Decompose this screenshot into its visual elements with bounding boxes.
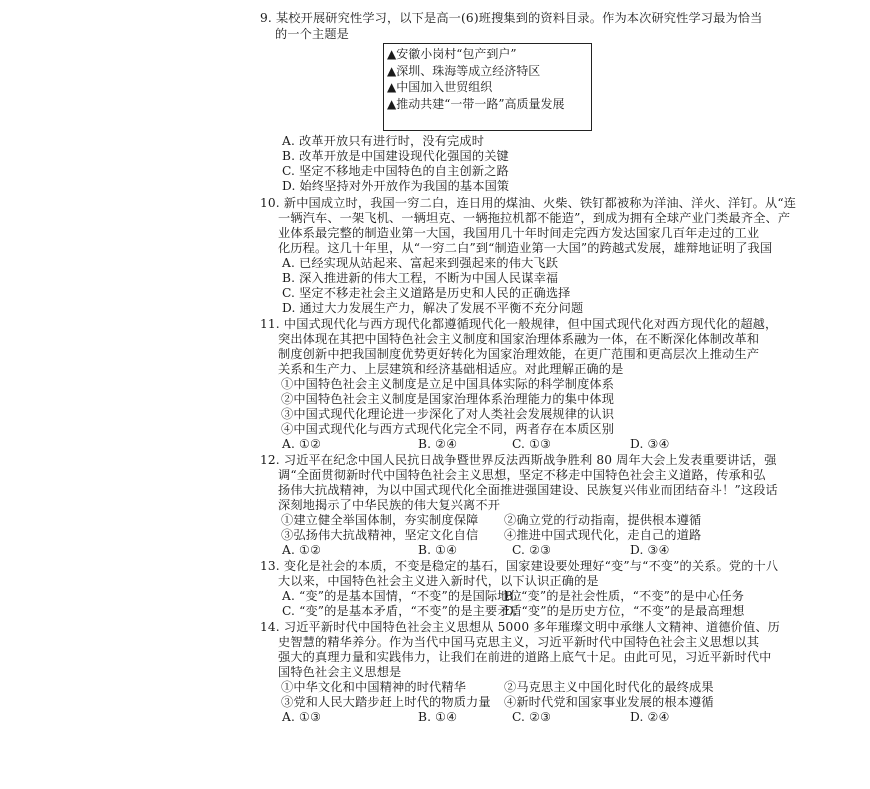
q13-option-d: D. “变”的是历史方位，“不变”的是最高理想	[504, 604, 745, 618]
q13-option-c: C. “变”的是基本矛盾，“不变”的是主要矛盾	[282, 604, 523, 618]
q11-choice-b: B. ②④	[418, 437, 458, 451]
q12-item: ②确立党的行动指南，提供根本遵循	[504, 513, 702, 527]
q12-choice-a: A. ①②	[282, 543, 322, 557]
q14-choices	[282, 710, 702, 725]
q12-item: ④推进中国式现代化，走自己的道路	[504, 528, 702, 542]
q13-option-a: A. “变”的是基本国情，“不变”的是国际地位	[282, 589, 522, 603]
q11-choice-c: C. ①③	[512, 437, 552, 451]
q14-stem-line: 强大的真理力量和实践伟力，让我们在前进的道路上底气十足。由此可见，习近平新时代中	[278, 650, 772, 664]
q9-option-b: B. 改革开放是中国建设现代化强国的关键	[282, 149, 509, 163]
q11-stem-line: 制度创新中把我国制度优势更好转化为国家治理效能，在更广范围和更高层次上推动生产	[278, 347, 760, 361]
q11-choice-d: D. ③④	[630, 437, 670, 451]
q10-option-a: A. 已经实现从站起来、富起来到强起来的伟大飞跃	[282, 256, 559, 270]
q12-stem-line: 扬伟大抗战精神，为以中国式现代化全面推进强国建设、民族复兴伟业而团结奋斗！”这段话	[278, 483, 778, 497]
q10-stem-line: 化历程。这几十年里，从“一穷二白”到“制造业第一大国”的跨越式发展，雄辩地证明了我国	[278, 241, 773, 255]
q12-choices	[282, 543, 702, 558]
q9-box-item: ▲深圳、珠海等成立经济特区	[387, 63, 541, 78]
q11-choice-a: A. ①②	[282, 437, 322, 451]
q14-item: ③党和人民大踏步赶上时代的物质力量	[281, 695, 491, 709]
q12-stem-line: 调“全面贯彻新时代中国特色社会主义思想，坚定不移走中国特色社会主义道路，传承和弘	[278, 468, 766, 482]
q14-item: ④新时代党和国家事业发展的根本遵循	[504, 695, 714, 709]
q11-choices	[282, 437, 702, 452]
q14-stem-line: 14. 习近平新时代中国特色社会主义思想从 5000 多年璀璨文明中承继人文精神、道德价值、历	[260, 620, 781, 634]
q9-box-item: ▲中国加入世贸组织	[387, 80, 493, 95]
q9-option-c: C. 坚定不移地走中国特色的自主创新之路	[282, 164, 509, 178]
q9-box-item: ▲推动共建“一带一路”高质量发展	[387, 96, 565, 111]
q11-item: ④中国式现代化与西方式现代化完全不同，两者存在本质区别	[281, 422, 615, 436]
q11-stem-line: 关系和生产力、上层建筑和经济基础相适应。对此理解正确的是	[278, 362, 624, 376]
q14-stem-line: 史智慧的精华养分。作为当代中国马克思主义，习近平新时代中国特色社会主义思想以其	[278, 635, 760, 649]
q9-box-item: ▲安徽小岗村“包产到户”	[387, 47, 517, 61]
q12-item: ①建立健全举国体制，夯实制度保障	[281, 513, 479, 527]
q14-choice-c: C. ②③	[512, 710, 552, 724]
q12-choice-d: D. ③④	[630, 543, 670, 557]
q14-choice-d: D. ②④	[630, 710, 670, 724]
q11-stem-line: 11. 中国式现代化与西方现代化都遵循现代化一般规律，但中国式现代化对西方现代化的超越，	[260, 317, 778, 331]
q12-stem-line: 12. 习近平在纪念中国人民抗日战争暨世界反法西斯战争胜利 80 周年大会上发表重要讲话，强	[260, 453, 777, 467]
q13-stem-line: 大以来，中国特色社会主义进入新时代，以下认识正确的是	[278, 574, 599, 588]
q11-stem-line: 突出体现在其把中国特色社会主义制度和国家治理体系融为一体，在不断深化体制改革和	[278, 332, 760, 346]
q9-stem-line: 9. 某校开展研究性学习，以下是高一(6)班搜集到的资料目录。作为本次研究性学习最为恰当	[260, 11, 763, 25]
q14-item: ①中华文化和中国精神的时代精华	[281, 680, 467, 694]
q10-stem-line: 业体系最完整的制造业第一大国，我国用几十年时间走完西方发达国家几百年走过的工业	[278, 226, 760, 240]
q10-option-b: B. 深入推进新的伟大工程，不断为中国人民谋幸福	[282, 271, 559, 285]
q14-stem-line: 国特色社会主义思想是	[278, 665, 402, 679]
q11-item: ①中国特色社会主义制度是立足中国具体实际的科学制度体系	[281, 377, 615, 391]
q10-stem-line: 一辆汽车、一架飞机、一辆坦克、一辆拖拉机都不能造”，到成为拥有全球产业门类最齐全、产	[278, 211, 791, 225]
q12-choice-b: B. ①④	[418, 543, 458, 557]
q10-option-d: D. 通过大力发展生产力，解决了发展不平衡不充分问题	[282, 301, 584, 315]
q12-item: ③弘扬伟大抗战精神，坚定文化自信	[281, 528, 479, 542]
q11-item: ②中国特色社会主义制度是国家治理体系治理能力的集中体现	[281, 392, 615, 406]
q13-option-b: B. “变”的是社会性质，“不变”的是中心任务	[504, 589, 745, 603]
q10-option-c: C. 坚定不移走社会主义道路是历史和人民的正确选择	[282, 286, 571, 300]
q9-option-a: A. 改革开放只有进行时，没有完成时	[282, 134, 485, 148]
q14-item: ②马克思主义中国化时代化的最终成果	[504, 680, 714, 694]
q12-stem-line: 深刻地揭示了中华民族的伟大复兴离不开	[278, 498, 501, 512]
q9-option-d: D. 始终坚持对外开放作为我国的基本国策	[282, 179, 510, 193]
q10-stem-line: 10. 新中国成立时，我国一穷二白，连日用的煤油、火柴、铁钉都被称为洋油、洋火、洋钉。从“连	[260, 196, 797, 210]
q9-stem-line: 的一个主题是	[275, 27, 350, 41]
q12-choice-c: C. ②③	[512, 543, 552, 557]
q14-choice-a: A. ①③	[282, 710, 322, 724]
q13-stem-line: 13. 变化是社会的本质，不变是稳定的基石，国家建设要处理好“变”与“不变”的关系。党的十八	[260, 559, 779, 573]
q11-item: ③中国式现代化理论进一步深化了对人类社会发展规律的认识	[281, 407, 615, 421]
q14-choice-b: B. ①④	[418, 710, 458, 724]
q9-material-box	[383, 43, 592, 131]
